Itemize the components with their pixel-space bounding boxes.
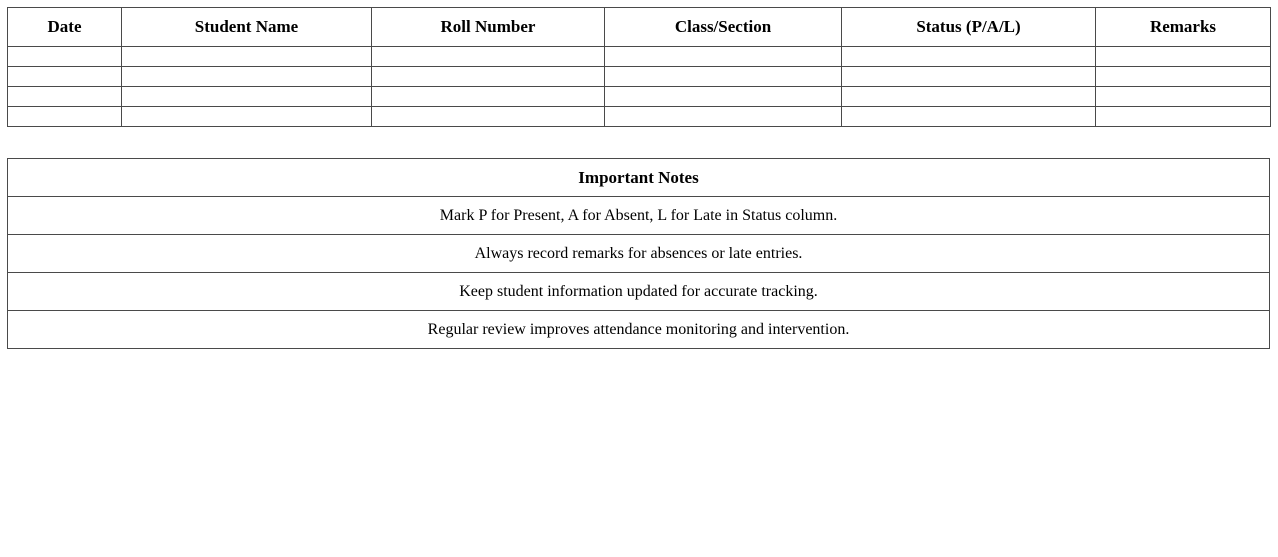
note-text: Always record remarks for absences or late entries. [8,235,1270,273]
empty-cell [122,67,372,87]
note-row [8,235,1270,273]
empty-cell [842,107,1096,127]
empty-cell [8,107,122,127]
notes-header-row [8,159,1270,197]
header-student-name: Student Name [122,8,372,47]
empty-cell [1096,67,1271,87]
empty-cell [605,47,842,67]
empty-cell [1096,47,1271,67]
empty-cell [372,47,605,67]
empty-cell [8,47,122,67]
important-notes-table [7,158,1270,349]
table-row [8,67,1271,87]
notes-title: Important Notes [8,159,1270,197]
header-roll-number: Roll Number [372,8,605,47]
notes-body [8,197,1270,349]
empty-cell [605,87,842,107]
note-row [8,273,1270,311]
empty-cell [122,87,372,107]
note-text: Mark P for Present, A for Absent, L for Late in Status column. [8,197,1270,235]
empty-cell [842,67,1096,87]
empty-cell [605,67,842,87]
empty-cell [122,107,372,127]
attendance-header-row [8,8,1271,47]
empty-cell [842,87,1096,107]
header-class-section: Class/Section [605,8,842,47]
table-row [8,47,1271,67]
header-date: Date [8,8,122,47]
note-row [8,311,1270,349]
note-row [8,197,1270,235]
empty-cell [8,87,122,107]
empty-cell [842,47,1096,67]
empty-cell [122,47,372,67]
empty-cell [372,67,605,87]
header-remarks: Remarks [1096,8,1271,47]
empty-cell [372,107,605,127]
note-text: Regular review improves attendance monitoring and intervention. [8,311,1270,349]
table-row [8,107,1271,127]
table-row [8,87,1271,107]
empty-cell [1096,87,1271,107]
attendance-body [8,47,1271,127]
header-status: Status (P/A/L) [842,8,1096,47]
empty-cell [605,107,842,127]
attendance-table [7,7,1271,127]
empty-cell [8,67,122,87]
empty-cell [1096,107,1271,127]
empty-cell [372,87,605,107]
note-text: Keep student information updated for accurate tracking. [8,273,1270,311]
